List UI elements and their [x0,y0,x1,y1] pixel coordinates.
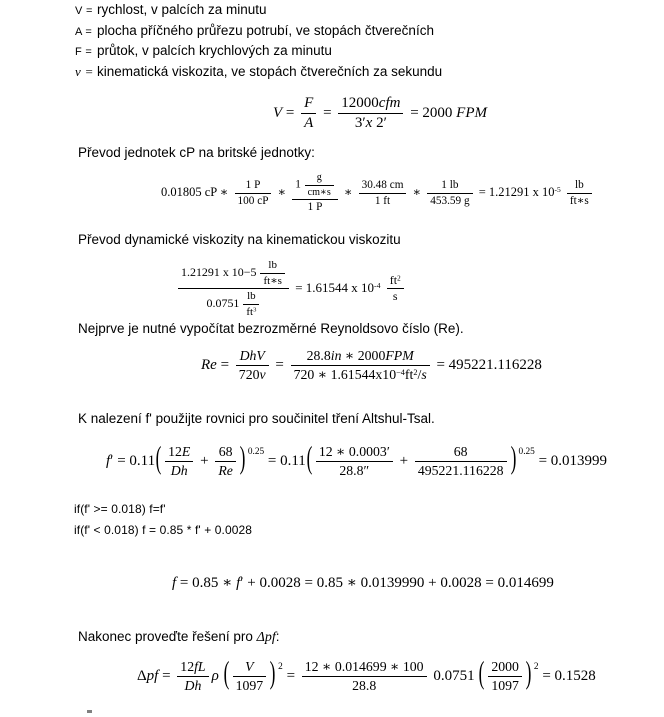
kinematic-viscosity-equation: 1.21291 x 10−5 $\frac{lb}{ft∗s}$ 0.0751 $\frac{lb}{ft^3}$ = 1.61544 x $10^{-4}$ $\frac{ft^2}{s}$ [175,259,407,319]
definition-text: průtok, v palcích krychlových za minutu [97,43,332,59]
condition-line-2: if(f' < 0.018) f = 0.85 * f' + 0.0028 [74,523,253,537]
definition-text: kinematická viskozita, ve stopách čtverečních za sekundu [97,64,443,80]
definition-text: plocha příčného průřezu potrubí, ve stopách čtverečních [97,22,434,38]
definition-row-flow [75,43,442,64]
condition-line-1: if(f' >= 0.018) f=f' [74,502,166,516]
definition-symbol: F = [75,46,93,59]
cp-conversion-equation: 0.01805 cP ∗ $\frac{1 P}{100 cP}$ ∗ 1 $\frac{g}{cm∗s}$ 1 P ∗ $\frac{30.48 cm}{1 ft}$ ∗ $\frac{1 lb}{453.59 g}$ = 1.21291 x $10^{-5}$ $\frac{lb}{ft∗s}$ [161,172,595,214]
definition-row-velocity [75,2,442,23]
definition-text: rychlost, v palcích za minutu [97,2,267,17]
delta-pf-symbol: Δpf [256,630,276,645]
heading-pressure-drop-prefix: Nakonec proveďte řešení pro [78,629,257,644]
velocity-equation: V = $\frac{F}{A}$ = 12000cfm 3′x 2′ = 2000 FPM [273,95,487,132]
heading-cp-conversion: Převod jednotek cP na britské jednotky: [78,145,315,160]
heading-pressure-drop [78,629,280,646]
friction-factor-equation: f = 0.85 ∗ f′ + 0.0028 = 0.85 ∗ 0.0139990 + 0.0028 = 0.014699 [172,575,554,591]
heading-pressure-drop-suffix: : [275,629,280,644]
cut-off-text-fragment [87,710,92,713]
definition-row-viscosity [75,64,442,85]
definition-row-area [75,23,442,44]
definition-symbol: V = [75,5,93,17]
definition-symbol: A = [75,25,93,38]
definition-symbol: v = [75,64,94,80]
reynolds-equation: Re = DhV 720v = 28.8in ∗ 2000FPM 720 ∗ $1.61544x10^{-4}ft^2/s$ = 495221.116228 [201,348,542,382]
variable-definitions [75,2,442,85]
heading-dynamic-to-kinematic: Převod dynamické viskozity na kinematickou viskozitu [78,232,401,247]
heading-altshul: K nalezení f' použijte rovnici pro součinitel tření Altshul-Tsal. [78,411,435,426]
heading-reynolds: Nejprve je nutné vypočítat bezrozměrné Reynoldsovo číslo (Re). [78,321,464,336]
pressure-drop-equation: Δpf = $\frac{12fL}{Dh}$ ρ ( $\frac{V}{1097}$ ) $^2$ = $\frac{12 ∗ 0.014699 ∗ 100}{28.8}$ 0.0751 ( $\frac{2000}{1097}$ ) $^2$ = 0.1528 [137,657,596,693]
altshul-friction-equation: f′ = 0.11( $\frac{12E}{Dh}$ + $\frac{68}{Re}$ ) $^{0.25}$ = 0.11( $\frac{12 ∗ 0.0003'}{28.8''}$ + $\frac{68}{495221.116228}$ ) $^{0.25}$ = 0.013999 [106,442,608,478]
